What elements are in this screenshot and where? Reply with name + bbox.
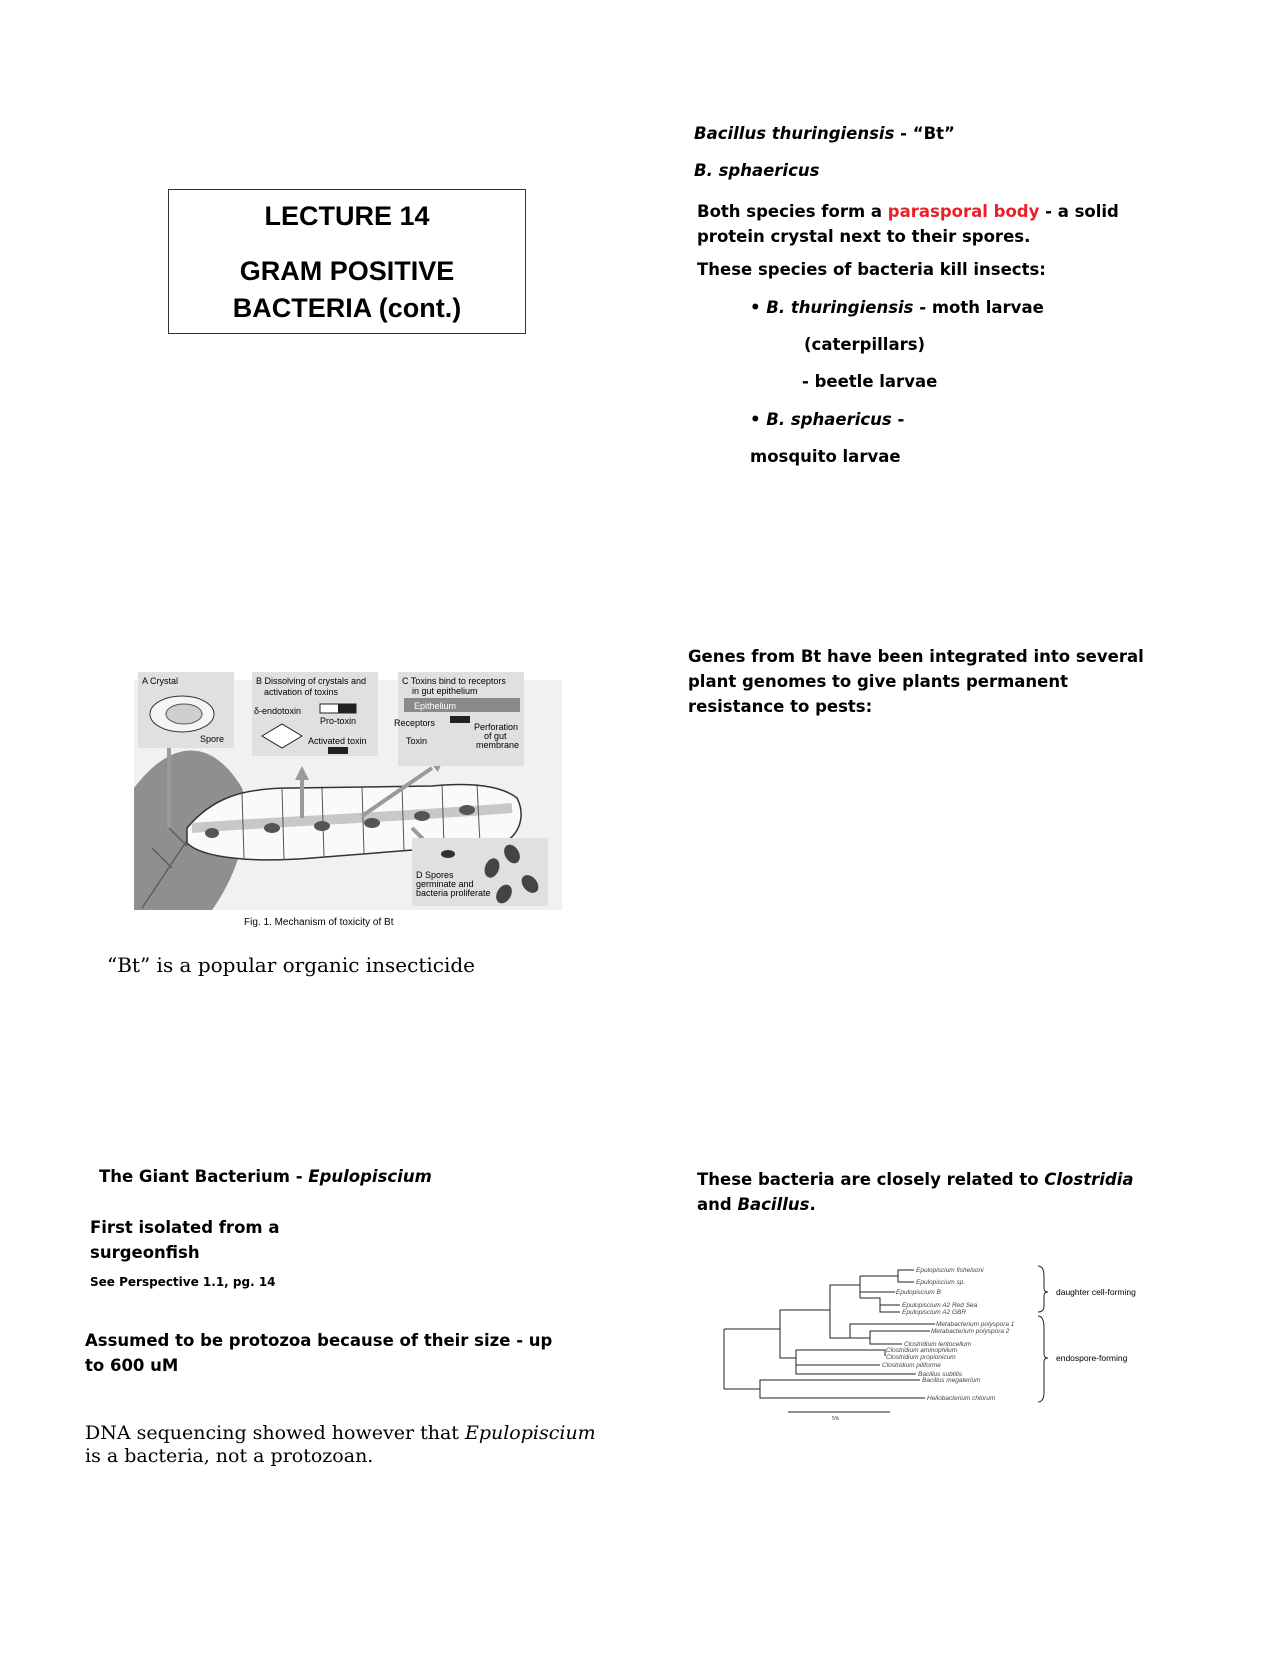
taxon-label: Clostridium lentocellum bbox=[904, 1341, 972, 1348]
taxon-label: Epulopiscium A2 Red Sea bbox=[902, 1302, 978, 1309]
lecture-topic-line2: BACTERIA (cont.) bbox=[232, 293, 462, 323]
phylogenetic-tree bbox=[720, 1262, 1160, 1422]
bt-genes-paragraph: Genes from Bt have been integrated into several plant genomes to give plants permanent resistance to pests: bbox=[688, 647, 1144, 716]
taxon-label: Metabacterium polyspora 1 bbox=[936, 1321, 1015, 1328]
toxin-label: Toxin bbox=[406, 736, 428, 746]
species-heading-bt: Bacillus thuringiensis - “Bt” bbox=[694, 124, 955, 143]
taxon-label: Heliobacterium chlorum bbox=[927, 1395, 996, 1402]
dna-sequencing-text: DNA sequencing showed however that Epulopiscium is a bacteria, not a protozoan. bbox=[85, 1422, 596, 1467]
perspective-reference: See Perspective 1.1, pg. 14 bbox=[90, 1275, 276, 1289]
panel-d-label-3: bacteria proliferate bbox=[416, 888, 491, 898]
activated-toxin-label: Activated toxin bbox=[308, 736, 367, 746]
parasporal-body-term: parasporal body bbox=[887, 202, 1040, 221]
panel-b-label: B Dissolving of crystals and bbox=[256, 676, 367, 686]
bt-toxicity-figure bbox=[132, 668, 564, 928]
perforation-label: Perforation bbox=[474, 722, 519, 732]
panel-a-label: A Crystal bbox=[142, 676, 179, 686]
taxon-label: Bacillus subtilis bbox=[918, 1371, 963, 1378]
first-isolated-text: First isolated from a surgeonfish bbox=[90, 1218, 280, 1262]
taxon-label: Metabacterium polyspora 2 bbox=[931, 1328, 1010, 1335]
caterpillars-text: (caterpillars) bbox=[804, 335, 926, 354]
panel-b-label-2: activation of toxins bbox=[264, 687, 339, 697]
assumed-protozoa-text: Assumed to be protozoa because of their size - up to 600 uM bbox=[85, 1331, 553, 1375]
species-heading-bs: B. sphaericus bbox=[694, 161, 820, 180]
taxon-label: Bacillus megaterium bbox=[922, 1377, 981, 1384]
bracket-endospore bbox=[1038, 1316, 1048, 1402]
epithelium-label: Epithelium bbox=[414, 701, 457, 711]
lecture-title-box bbox=[168, 189, 526, 334]
bullet-bt: • B. thuringiensis - moth larvae bbox=[750, 298, 1044, 317]
giant-bacterium-title: The Giant Bacterium - Epulopiscium bbox=[99, 1167, 432, 1186]
lecture-topic-line1: GRAM POSITIVE bbox=[239, 256, 455, 286]
receptors-label: Receptors bbox=[394, 718, 436, 728]
scale-label: 5% bbox=[832, 1416, 840, 1422]
panel-c-label: C Toxins bind to receptors bbox=[402, 676, 506, 686]
endospore-group-label: endospore-forming bbox=[1056, 1353, 1128, 1363]
parasporal-paragraph: Both species form a parasporal body - a solid protein crystal next to their spores. bbox=[697, 202, 1119, 246]
taxon-label: Epulopiscium sp. bbox=[916, 1279, 966, 1286]
protoxin-label: Pro-toxin bbox=[320, 716, 357, 726]
taxon-label: Epulopiscium A2 GBR bbox=[902, 1309, 967, 1316]
taxon-label: Clostridium propionicum bbox=[886, 1354, 956, 1361]
perforation-label-3: membrane bbox=[476, 740, 520, 750]
kill-insects-text: These species of bacteria kill insects: bbox=[697, 260, 1046, 279]
taxon-label: Epulopiscium fishelsoni bbox=[916, 1267, 984, 1274]
bullet-bs: • B. sphaericus - bbox=[750, 410, 905, 429]
taxon-labels bbox=[882, 1267, 1015, 1402]
spore-label: Spore bbox=[200, 734, 225, 744]
insecticide-note: “Bt” is a popular organic insecticide bbox=[107, 953, 476, 977]
beetle-larvae-text: - beetle larvae bbox=[802, 372, 938, 391]
perforation-label-2: of gut bbox=[484, 731, 507, 741]
figure-caption: Fig. 1. Mechanism of toxicity of Bt bbox=[244, 917, 394, 928]
taxon-label: Clostridium aminophilum bbox=[886, 1347, 958, 1354]
endotoxin-label: δ-endotoxin bbox=[254, 706, 302, 716]
taxon-label: Clostridium piliforme bbox=[882, 1362, 941, 1369]
mosquito-larvae-text: mosquito larvae bbox=[750, 447, 901, 466]
panel-c-label-2: in gut epithelium bbox=[412, 686, 478, 696]
related-bacteria-text: These bacteria are closely related to Clostridia and Bacillus. bbox=[697, 1170, 1134, 1214]
daughter-cell-group-label: daughter cell-forming bbox=[1056, 1287, 1136, 1297]
taxon-label: Epulopiscium B bbox=[896, 1289, 941, 1296]
panel-d-label-2: germinate and bbox=[416, 879, 474, 889]
panel-d-label: D Spores bbox=[416, 870, 454, 880]
bracket-daughter-cell bbox=[1038, 1266, 1048, 1312]
lecture-number: LECTURE 14 bbox=[264, 201, 430, 231]
